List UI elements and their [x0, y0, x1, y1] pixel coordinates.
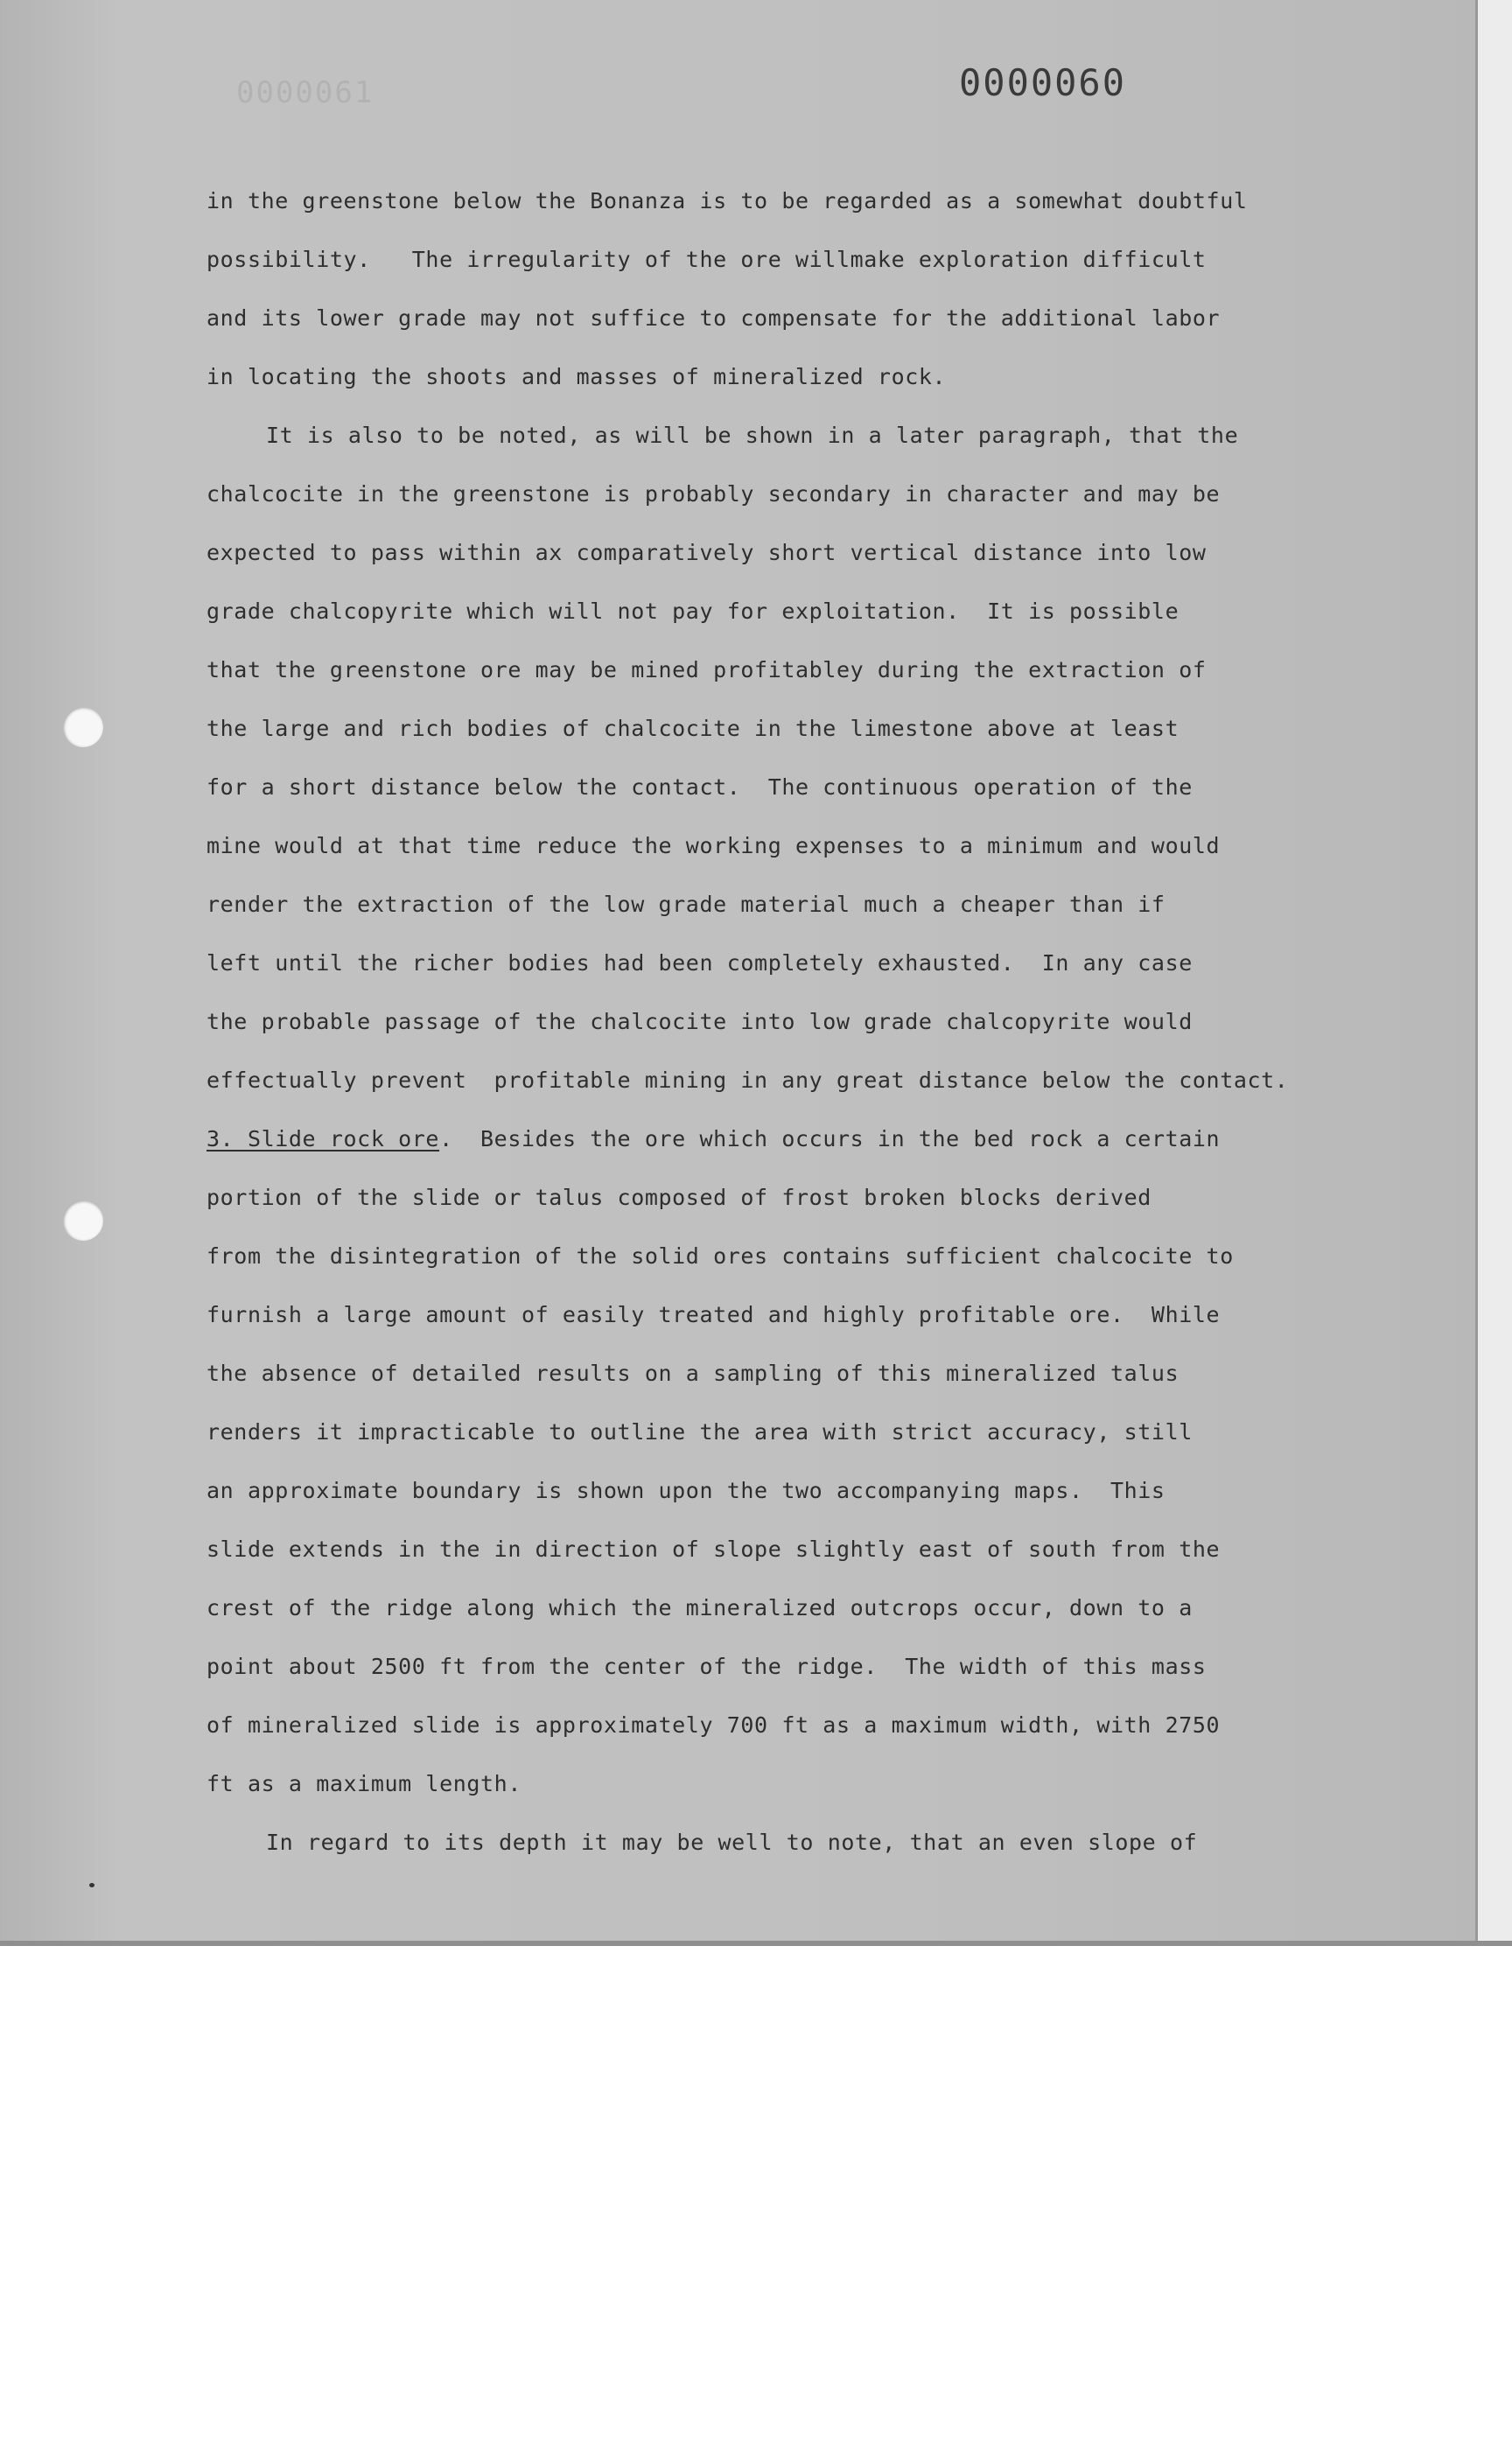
text-line: portion of the slide or talus composed of frost broken blocks derived	[206, 1185, 1152, 1210]
ghost-stamp: 0000061	[236, 75, 374, 110]
text-line: of mineralized slide is approximately 700 ft as a maximum width, with 2750	[206, 1712, 1221, 1738]
text-line: . Besides the ore which occurs in the bed rock a certain	[439, 1126, 1221, 1152]
scan-edge-bottom	[0, 1941, 1512, 1946]
text-line: left until the richer bodies had been completely exhausted. In any case	[206, 950, 1193, 976]
text-line: render the extraction of the low grade material much a cheaper than if	[206, 892, 1166, 917]
section-heading-line	[206, 1110, 1370, 1168]
text-line: crest of the ridge along which the mineralized outcrops occur, down to a	[206, 1595, 1193, 1620]
typed-body-text	[206, 172, 1370, 1872]
text-line: the absence of detailed results on a sampling of this mineralized talus	[206, 1361, 1180, 1386]
text-line: mine would at that time reduce the working expenses to a minimum and would	[206, 833, 1221, 858]
text-line: In regard to its depth it may be well to note, that an even slope of	[266, 1830, 1198, 1855]
scan-edge-right	[1475, 0, 1512, 1944]
text-line: an approximate boundary is shown upon the two accompanying maps. This	[206, 1478, 1166, 1503]
text-line: slide extends in the in direction of slope slightly east of south from the	[206, 1536, 1221, 1562]
text-line: in the greenstone below the Bonanza is to be regarded as a somewhat doubtful	[206, 188, 1248, 214]
text-line: renders it impracticable to outline the area with strict accuracy, still	[206, 1419, 1193, 1445]
text-line: It is also to be noted, as will be shown in a later paragraph, that the	[266, 423, 1239, 448]
text-line: that the greenstone ore may be mined profitabley during the extraction of	[206, 657, 1207, 682]
text-line: expected to pass within ax comparatively short vertical distance into low	[206, 540, 1207, 565]
text-line: possibility. The irregularity of the ore willmake exploration difficult	[206, 247, 1207, 272]
text-line: in locating the shoots and masses of mineralized rock.	[206, 364, 947, 389]
page-number: 0000060	[959, 61, 1127, 104]
text-line: effectually prevent profitable mining in any great distance below the contact.	[206, 1068, 1289, 1093]
text-line: the large and rich bodies of chalcocite in the limestone above at least	[206, 716, 1180, 741]
text-line: chalcocite in the greenstone is probably secondary in character and may be	[206, 481, 1221, 507]
punch-hole	[63, 1200, 103, 1241]
text-line: from the disintegration of the solid ores contains sufficient chalcocite to	[206, 1243, 1234, 1269]
punch-hole	[63, 707, 103, 747]
text-line: ft as a maximum length.	[206, 1771, 522, 1796]
section-heading: 3. Slide rock ore	[206, 1126, 440, 1152]
text-line: furnish a large amount of easily treated and highly profitable ore. While	[206, 1302, 1221, 1327]
text-line: and its lower grade may not suffice to compensate for the additional labor	[206, 305, 1221, 331]
text-line: point about 2500 ft from the center of the ridge. The width of this mass	[206, 1654, 1207, 1679]
text-line: grade chalcopyrite which will not pay for exploitation. It is possible	[206, 598, 1180, 624]
text-line: the probable passage of the chalcocite into low grade chalcopyrite would	[206, 1009, 1193, 1034]
text-line: for a short distance below the contact. The continuous operation of the	[206, 774, 1193, 800]
ink-speck	[89, 1883, 94, 1887]
